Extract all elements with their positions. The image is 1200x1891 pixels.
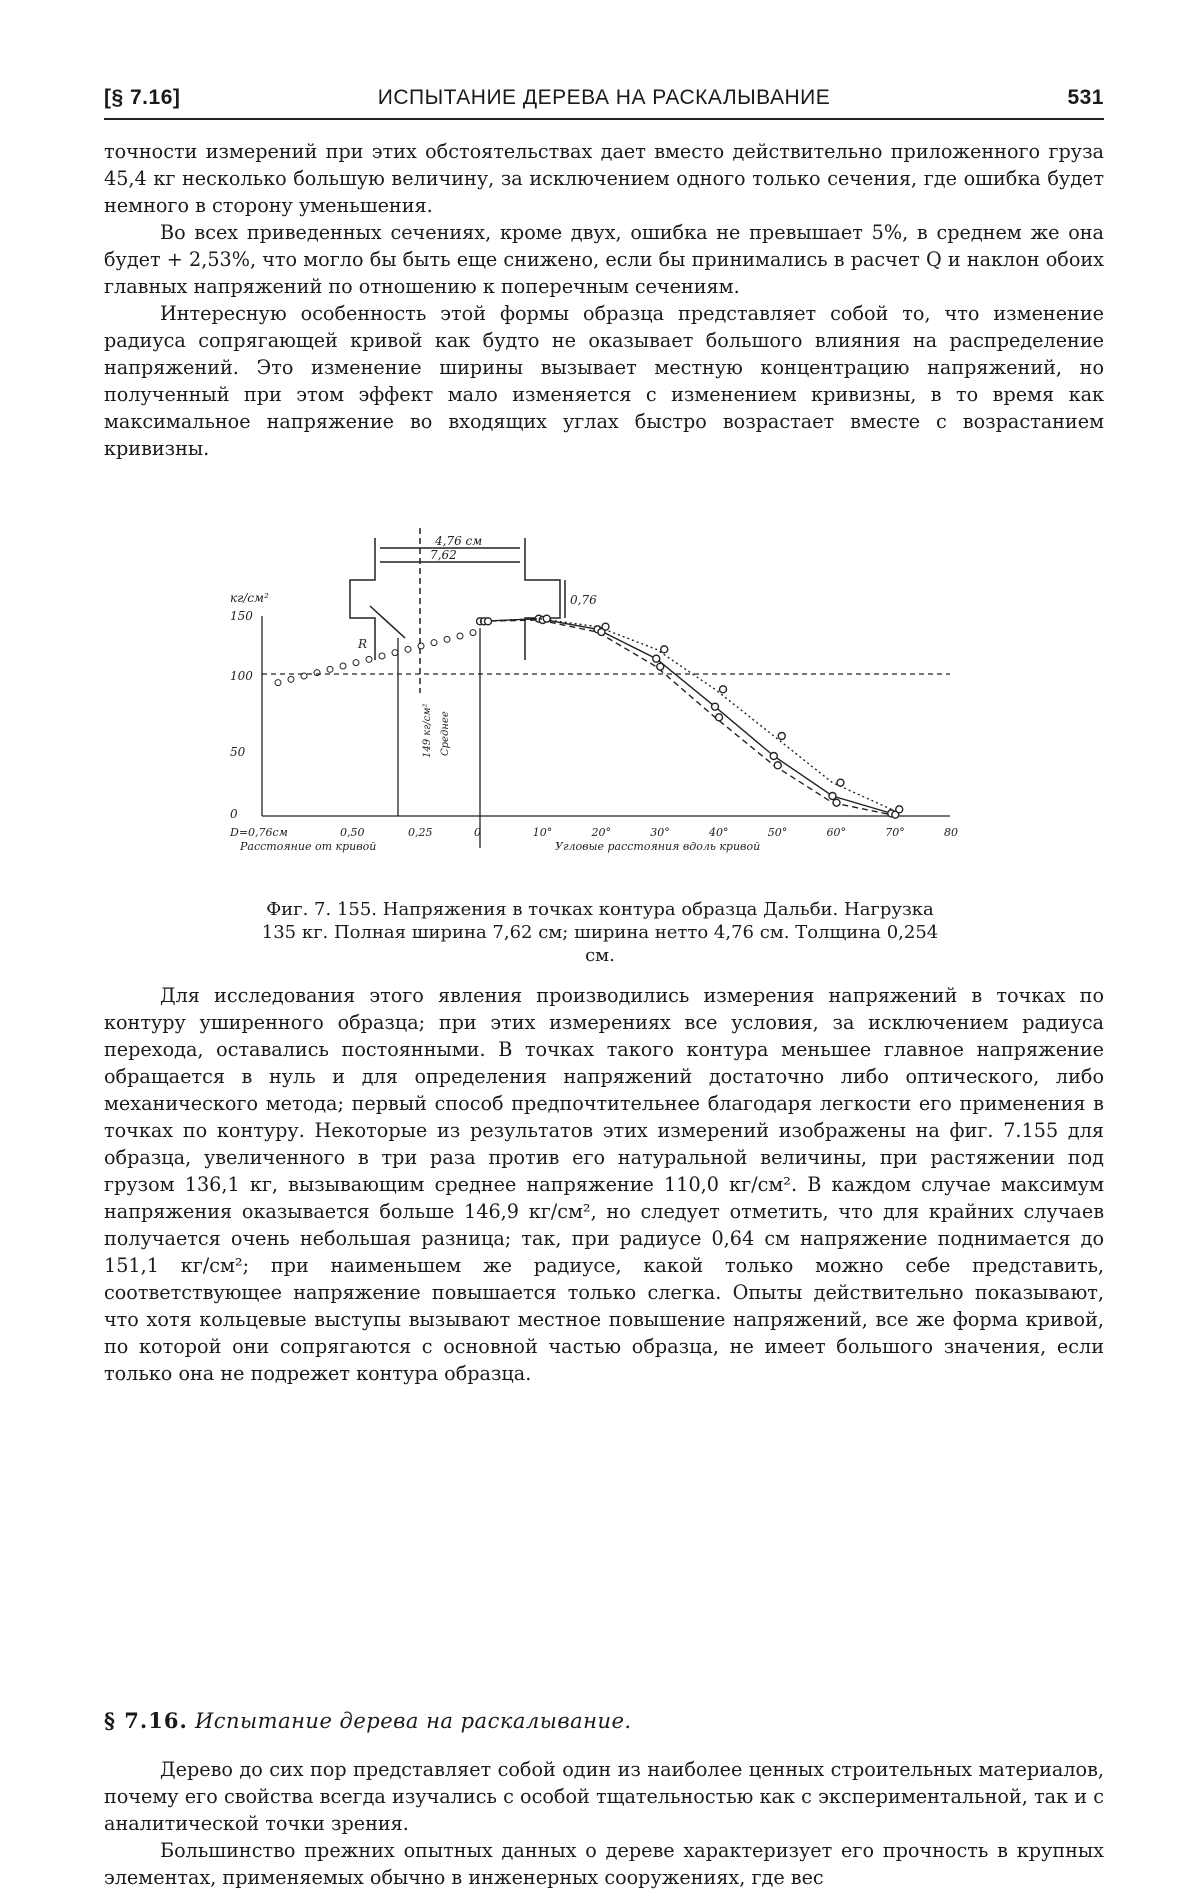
series-point [829, 793, 836, 800]
x-right-tick: 40° [709, 826, 729, 839]
x-right-caption: Угловые расстояния вдоль кривой [555, 840, 761, 853]
series-point [837, 779, 844, 786]
dim-label-outer: 4,76 см [435, 534, 483, 548]
data-point [340, 663, 346, 669]
data-point [288, 676, 294, 682]
data-point [418, 643, 424, 649]
figure-caption: Фиг. 7. 155. Напряжения в точках контура образца Дальби. Нагрузка 135 кг. Полная ширина 7,62 см; ширина нетто 4,76 см. Толщина 0,254 см. [261, 899, 939, 966]
series-point [602, 623, 609, 630]
x-right-tick: 20° [591, 826, 611, 839]
series-point [720, 686, 727, 693]
x-right-tick: 30° [650, 826, 670, 839]
mid-label-2: Среднее [440, 711, 451, 756]
paragraph: точности измерений при этих обстоятельствах дает вместо действительно приложенного груза 45,4 кг несколько большую величину, за исключением одного только сечения, где ошибка будет немного в сторону уменьшения. [104, 140, 1104, 217]
series-point [833, 799, 840, 806]
running-header [104, 86, 1104, 116]
x-right-tick: 0 [474, 826, 481, 839]
paragraph: Во всех приведенных сечениях, кроме двух, ошибка не превышает 5%, в среднем же она будет + 2,53%, что могло бы быть еще снижено, если бы принимались в расчет Q и наклон обоих главных напряжений по отношению к поперечным сечениям. [104, 221, 1104, 298]
x-right-tick: 10° [532, 826, 553, 839]
x-left-tick: 0,25 [408, 826, 433, 839]
series-point [770, 753, 777, 760]
page-number: 531 [1067, 86, 1104, 109]
data-point [431, 640, 437, 646]
x-right-tick: 80 [944, 826, 958, 839]
radius-label: R [358, 637, 368, 651]
data-point [327, 666, 333, 672]
y-tick-label: 150 [230, 609, 253, 623]
y-unit-label: кг/см² [230, 591, 269, 605]
series-line [480, 620, 891, 815]
y-labels [230, 591, 269, 821]
series-point [716, 714, 723, 721]
x-left-labels [230, 826, 433, 853]
series-point [485, 618, 492, 625]
x-left-tick: 0,50 [340, 826, 365, 839]
header-title: ИСПЫТАНИЕ ДЕРЕВА НА РАСКАЛЫВАНИЕ [377, 86, 831, 109]
data-point [366, 656, 372, 662]
series-point [653, 655, 660, 662]
data-point [275, 680, 281, 686]
data-point [379, 653, 385, 659]
y-tick-label: 0 [230, 807, 238, 821]
series-point [661, 646, 668, 653]
series-point [543, 615, 550, 622]
series-point [896, 806, 903, 813]
text-block-bottom [104, 1756, 1104, 1891]
y-tick-label: 50 [230, 745, 246, 759]
data-point [392, 650, 398, 656]
paragraph: Большинство прежних опытных данных о дереве характеризует его прочность в крупных элементах, применяемых обычно в инженерных сооружениях, где вес [104, 1839, 1104, 1889]
series-line [480, 619, 891, 810]
dim-label-inner: 7,62 [430, 548, 457, 562]
mid-label-1: 149 кг/см² [422, 703, 433, 758]
data-point [314, 670, 320, 676]
specimen-sketch [350, 528, 565, 693]
dim-label-thick: 0,76 [570, 593, 597, 607]
series-line [480, 619, 891, 814]
x-left-tick: D=0,76см [230, 826, 288, 839]
y-tick-label: 100 [230, 669, 253, 683]
x-right-tick: 60° [826, 826, 846, 839]
data-point [301, 673, 307, 679]
data-point [444, 636, 450, 642]
paragraph: Интересную особенность этой формы образца представляет собой то, что изменение радиуса сопрягающей кривой как будто не оказывает большого влияния на распределение напряжений. Это изменение ширины вызывает местную концентрацию напряжений, но полученный при этом эффект мало изменяется с изменением кривизны, в то время как максимальное напряжение во входящих углах быстро возрастает вместе с возрастанием кривизны. [104, 302, 1104, 460]
section-number: § 7.16. [104, 1708, 188, 1733]
data-point [405, 646, 411, 652]
x-right-labels [474, 826, 958, 839]
series-point [657, 663, 664, 670]
paragraph: Для исследования этого явления производились измерения напряжений в точках по контуру уширенного образца; при этих измерениях все условия, за исключением радиуса перехода, оставались постоянными. В точках такого контура меньшее главное напряжение обращается в нуль и для определения напряжений достаточно либо оптического, либо механического метода; первый способ предпочтительнее благодаря легкости его применения в точках по контуру. Некоторые из результатов этих измерений изображены на фиг. 7.155 для образца, увеличенного в три раза против его натуральной величины, при растяжении под грузом 136,1 кг, вызывающим среднее напряжение 110,0 кг/см². В каждом случае максимум напряжения оказывается больше 146,9 кг/см², но следует отметить, что для крайних случаев получается очень небольшая разница; так, при радиусе 0,64 см напряжение поднимается до 151,1 кг/см²; при наименьшем же радиусе, какой только можно себе представить, соответствующее напряжение повышается только слегка. Опыты действительно показывают, что хотя кольцевые выступы вызывают местное повышение напряжений, все же форма кривой, по которой они сопрягаются с основной частью образца, не имеет большого значения, если только она не подрежет контура образца. [104, 984, 1104, 1385]
series-point [778, 733, 785, 740]
figure-7-155 [230, 518, 970, 890]
stress-chart [230, 518, 970, 890]
x-left-caption: Расстояние от кривой [240, 840, 377, 853]
header-rule [104, 118, 1104, 120]
series-point [774, 762, 781, 769]
x-right-tick: 50° [767, 826, 788, 839]
section-heading [104, 1708, 1104, 1733]
paragraph: Дерево до сих пор представляет собой один из наиболее ценных строительных материалов, почему его свойства всегда изучались с особой тщательностью как с экспериментальной, так и с аналитической точки зрения. [104, 1758, 1104, 1835]
series-point [712, 703, 719, 710]
data-point [457, 633, 463, 639]
section-title: Испытание дерева на раскалывание. [194, 1709, 632, 1733]
x-right-tick: 70° [885, 826, 905, 839]
text-block-middle [104, 982, 1104, 1387]
data-point [470, 630, 476, 636]
text-block-top [104, 138, 1104, 462]
series-layer [477, 615, 903, 818]
data-point [353, 660, 359, 666]
header-section: [§ 7.16] [104, 86, 181, 109]
